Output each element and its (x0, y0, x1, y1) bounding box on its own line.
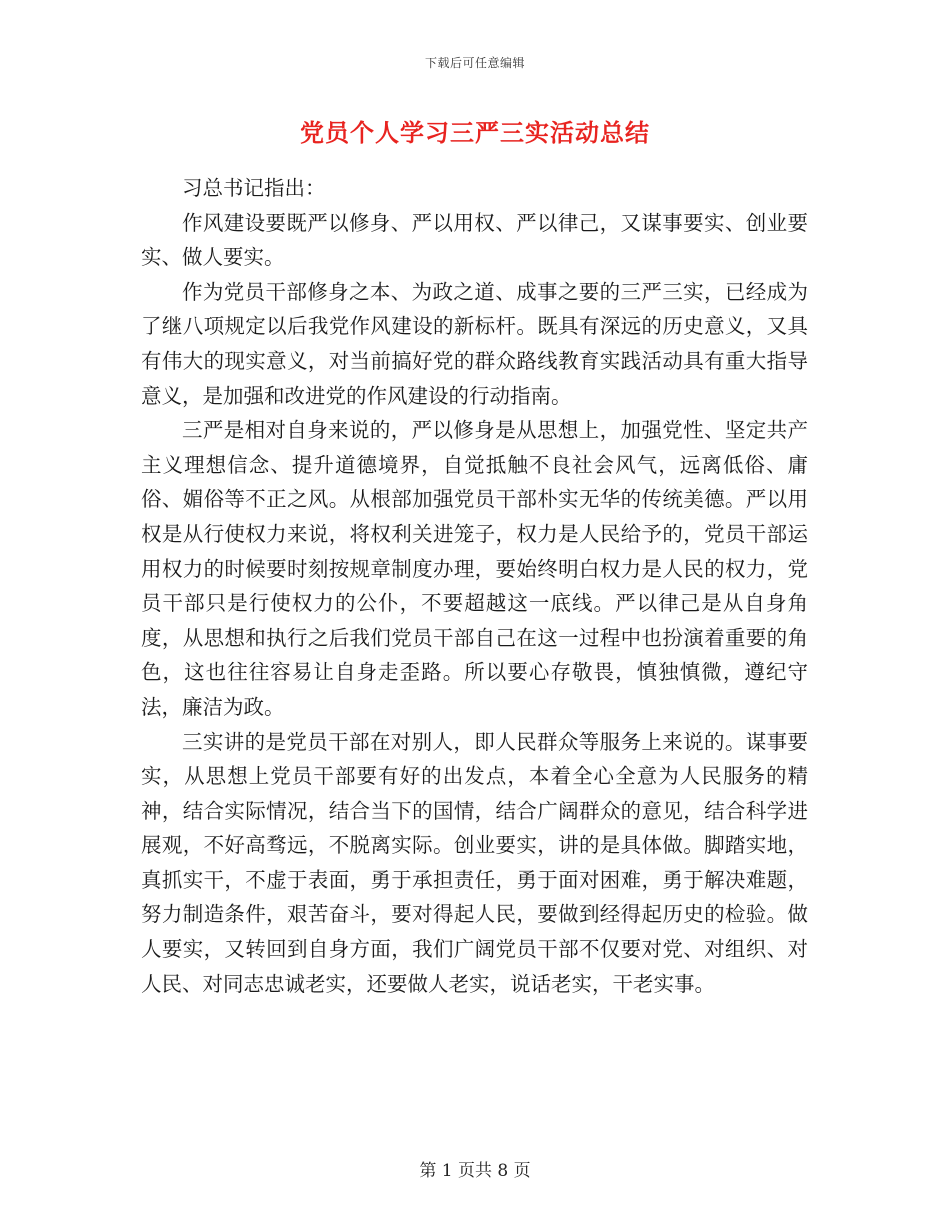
paragraph-significance: 作为党员干部修身之本、为政之道、成事之要的三严三实，已经成为了继八项规定以后我党作风建设的新标杆。既具有深远的历史意义，又具有伟大的现实意义，对当前搞好党的群众路线教育实践活动具有重大指导意义，是加强和改进党的作风建设的行动指南。 (141, 279, 808, 408)
document-title: 党员个人学习三严三实活动总结 (300, 118, 650, 147)
page-number: 第 1 页共 8 页 (419, 1161, 531, 1181)
document-body (141, 171, 808, 1001)
paragraph-three-solid: 三实讲的是党员干部在对别人，即人民群众等服务上来说的。谋事要实，从思想上党员干部要有好的出发点，本着全心全意为人民服务的精神，结合实际情况，结合当下的国情，结合广阔群众的意见，结合科学进展观，不好高骛远，不脱离实际。创业要实，讲的是具体做。脚踏实地，真抓实干，不虚于表面，勇于承担责任，勇于面对困难，勇于解决难题，努力制造条件，艰苦奋斗，要对得起人民，要做到经得起历史的检验。做人要实，又转回到自身方面，我们广阔党员干部不仅要对党、对组织、对人民、对同志忠诚老实，还要做人老实，说话老实，干老实事。 (141, 729, 808, 996)
paragraph-quote: 作风建设要既严以修身、严以用权、严以律己，又谋事要实、创业要实、做人要实。 (141, 210, 808, 270)
page-header-note: 下载后可任意编辑 (424, 56, 525, 70)
paragraph-three-strict: 三严是相对自身来说的，严以修身是从思想上，加强党性、坚定共产主义理想信念、提升道德境界，自觉抵触不良社会风气，远离低俗、庸俗、媚俗等不正之风。从根部加强党员干部朴实无华的传统美德。严以用权是从行使权力来说，将权利关进笼子，权力是人民给予的，党员干部运用权力的时候要时刻按规章制度办理，要始终明白权力是人民的权力，党员干部只是行使权力的公仆，不要超越这一底线。严以律己是从自身角度，从思想和执行之后我们党员干部自己在这一过程中也扮演着重要的角色，这也往往容易让自身走歪路。所以要心存敬畏，慎独慎微，遵纪守法，廉洁为政。 (141, 418, 808, 719)
paragraph-intro: 习总书记指出： (182, 176, 326, 200)
